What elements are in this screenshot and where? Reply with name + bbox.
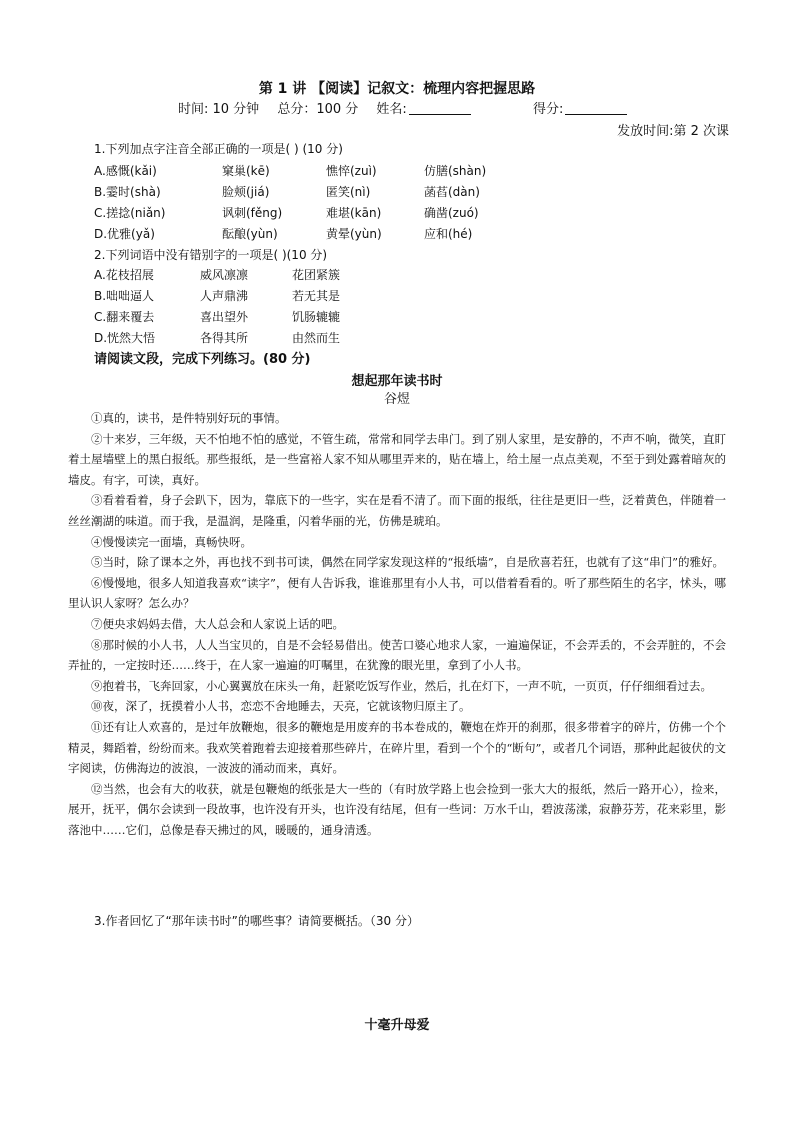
- name-blank: [409, 102, 471, 115]
- q2-option-d-word: 由然而生: [292, 331, 341, 345]
- q1-option-c-word: 难堪(kān): [326, 206, 382, 220]
- q2-option-b-word: 人声鼎沸: [200, 289, 249, 303]
- paragraph-12: ⑫当然，也会有大的收获，就是包鞭炮的纸张是大一些的（有时放学路上也会捡到一张大大的报纸，然后一路开心），捡来，展开，抚平，偶尔会读到一段故事，也许没有开头，也许没有结尾，但有一些词：万水千山，碧波荡漾，寂静芬芳，花来彩里，影落池中……它们，总像是春天拂过的风，暖暖的，通身清透。: [68, 781, 726, 837]
- q1-option-d-word: 黄晕(yùn): [326, 227, 382, 241]
- paragraph-2: ②十来岁，三年级，天不怕地不怕的感觉，不管生疏，常常和同学去串门。到了别人家里，是安静的，不声不响，微笑，直盯着土屋墙壁上的黑白报纸。那些报纸，是一些富裕人家不知从哪里弄来的，贴在墙上，给土屋一点点美观，不至于到处露着暗灰的墙皮。有字，可读，真好。: [68, 431, 726, 487]
- question-2-stem: 2.下列词语中没有错别字的一项是( )(10 分): [94, 248, 328, 262]
- time-limit: 时间: 10 分钟: [178, 102, 260, 117]
- q1-option-d: D.优雅(yǎ): [94, 227, 155, 241]
- q2-option-d-word: 各得其所: [200, 331, 249, 345]
- q1-option-a-word: 窠巢(kē): [222, 164, 270, 178]
- q1-option-b-word: 匿笑(nì): [326, 185, 371, 199]
- q1-option-a-word: 仿膳(shàn): [424, 164, 487, 178]
- score-blank: [565, 102, 627, 115]
- q2-option-b-word: 若无其是: [292, 289, 341, 303]
- name-field: [376, 102, 484, 117]
- paragraph-8: ⑧那时候的小人书，人人当宝贝的，自是不会轻易借出。使苦口婆心地求人家，一遍遍保证，不会弄丢的，不会弄脏的，不会弄扯的，一定按时还……终于，在人家一遍遍的叮嘱里，在犹豫的眼光里，拿到了小人书。: [68, 637, 726, 673]
- paragraph-3: ③看着看着，身子会趴下，因为，靠底下的一些字，实在是看不清了。而下面的报纸，往往是更旧一些，泛着黄色，伴随着一丝丝潮湖的味道。而于我，是温润，是隆重，闪着华丽的光，仿佛是琥珀。: [68, 493, 726, 528]
- q1-option-b: B.霎时(shà): [94, 185, 161, 199]
- q2-option-c-word: 喜出望外: [200, 310, 249, 324]
- q1-option-d-word: 应和(hé): [424, 227, 473, 241]
- q1-option-c-word: 确凿(zuó): [424, 206, 479, 220]
- paragraph-1: ①真的，读书，是件特别好玩的事情。: [91, 411, 287, 425]
- exam-info: [178, 98, 655, 117]
- q1-option-c-word: 讽刺(fěng): [222, 206, 283, 220]
- next-passage-title: 十毫升母爱: [364, 1018, 430, 1033]
- paragraph-9: ⑨抱着书，飞奔回家，小心翼翼放在床头一角，赶紧吃饭写作业，然后，扎在灯下，一声不吭，一页页，仔仔细细看过去。: [91, 678, 712, 693]
- q2-option-a: A.花枝招展: [94, 268, 154, 282]
- q2-option-c-word: 饥肠辘辘: [292, 310, 341, 324]
- page-title: 第 1 讲 【阅读】记叙文：梳理内容把握思路: [258, 81, 536, 97]
- paragraph-5: ⑤当时，除了课本之外，再也找不到书可读，偶然在同学家发现这样的“报纸墙”，自是欣喜若狂，也就有了这“串门”的雅好。: [91, 555, 725, 570]
- q1-option-a-word: 憔悴(zuì): [326, 164, 377, 178]
- score-field: [533, 102, 641, 117]
- passage-title: 想起那年读书时: [351, 374, 443, 389]
- paragraph-11: ⑪还有让人欢喜的，是过年放鞭炮，很多的鞭炮是用废弃的书本卷成的，鞭炮在炸开的刹那，很多带着字的碎片，仿佛一个个精灵，舞蹈着，纷纷而来。我欢笑着跑着去迎接着那些碎片，在碎片里，看到一个个的“断句”，或者几个词语，那种此起彼伏的文字阅读，仿佛海边的波浪，一波波的涌动而来，真好。: [68, 719, 726, 776]
- paragraph-7: ⑦便央求妈妈去借，大人总会和人家说上话的吧。: [91, 616, 344, 631]
- paragraph-10: ⑩夜，深了，抚摸着小人书，恋恋不舍地睡去，天亮，它就该物归原主了。: [91, 699, 471, 714]
- name-label: 姓名:: [376, 102, 407, 117]
- issue-time: 发放时间:第 2 次课: [617, 124, 729, 139]
- q2-option-a-word: 威风凛凛: [200, 268, 249, 282]
- q1-option-d-word: 酝酿(yùn): [222, 227, 278, 241]
- score-label: 得分:: [532, 102, 564, 117]
- paragraph-4: ④慢慢读完一面墙，真畅快呀。: [91, 534, 252, 549]
- q1-option-a: A.感慨(kǎi): [94, 164, 157, 178]
- question-1-stem: 1.下列加点字注音全部正确的一项是( ) (10 分): [94, 142, 343, 156]
- q2-option-b: B.咄咄逼人: [94, 289, 155, 303]
- q1-option-c: C.搓捻(niǎn): [94, 206, 166, 220]
- passage-body: [68, 408, 726, 840]
- q2-option-c: C.翻来覆去: [94, 310, 155, 324]
- q1-option-b-word: 菡萏(dàn): [424, 185, 480, 199]
- paragraph-6: ⑥慢慢地，很多人知道我喜欢“读字”，便有人告诉我，谁谁那里有小人书，可以借着看看的。听了那些陌生的名字，怵头，哪里认识人家呀？怎么办？: [68, 575, 726, 611]
- q2-option-a-word: 花团紧簇: [292, 268, 341, 282]
- passage-author: 谷煜: [383, 392, 410, 407]
- total-score: 总分：100 分: [277, 102, 359, 117]
- question-3-stem: 3.作者回忆了“那年读书时”的哪些事？请简要概括。（30 分）: [94, 914, 419, 928]
- q1-option-b-word: 脸颊(jiá): [222, 185, 270, 199]
- reading-instruction: 请阅读文段，完成下列练习。(80 分): [94, 352, 311, 367]
- q2-option-d: D.恍然大悟: [94, 331, 156, 345]
